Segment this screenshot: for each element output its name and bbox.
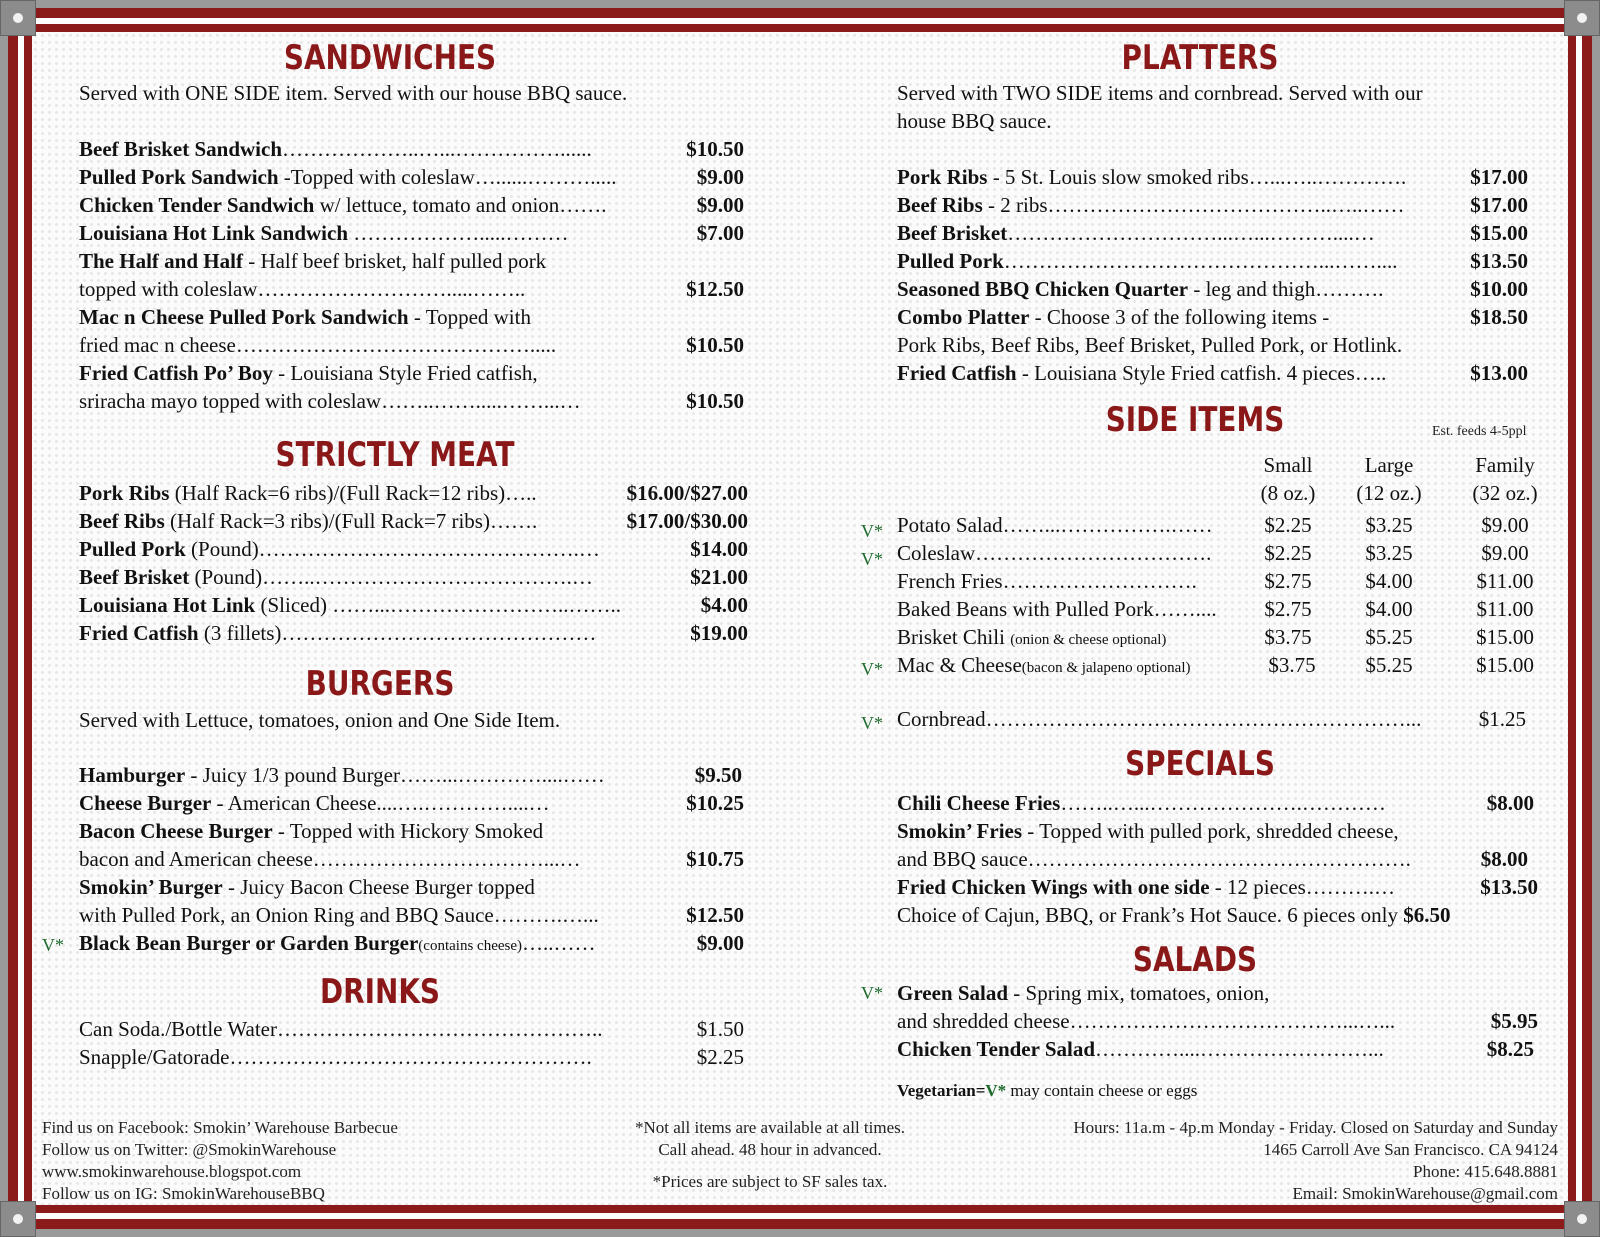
item-name: Beef Ribs — [897, 193, 983, 217]
item-name: Fried Catfish Po’ Boy — [79, 361, 273, 385]
corner-bolt-icon — [1564, 0, 1600, 36]
item-price: $9.00 — [696, 931, 744, 955]
email-address: Email: SmokinWarehouse@gmail.com — [1292, 1184, 1558, 1203]
item-name: Seasoned BBQ Chicken Quarter — [897, 277, 1189, 301]
item-description: - Juicy 1/3 pound Burger……...…………....…… — [185, 763, 605, 787]
item-price: $13.00 — [1470, 361, 1528, 385]
side-price-family: $15.00 — [1476, 653, 1534, 677]
side-price-family: $11.00 — [1476, 569, 1534, 593]
side-price-small: $2.75 — [1264, 569, 1312, 593]
item-name: Chili Cheese Fries — [897, 791, 1061, 815]
side-price-small: $2.25 — [1264, 541, 1312, 565]
burgers-intro: Served with Lettuce, tomatoes, onion and One Side Item. — [79, 708, 561, 732]
side-price-family: $9.00 — [1481, 541, 1529, 565]
menu-item — [79, 874, 535, 900]
vegetarian-marker: V* — [42, 935, 64, 955]
item-description: w/ lettuce, tomato and onion……. — [314, 193, 607, 217]
availability-note: *Not all items are available at all times. — [634, 1118, 906, 1137]
vegetarian-marker: V* — [861, 521, 883, 541]
item-name: Pulled Pork — [897, 249, 1004, 273]
item-name: Chicken Tender Salad — [897, 1037, 1096, 1061]
item-price: $16.00/$27.00 — [626, 481, 748, 505]
menu-item — [79, 360, 538, 386]
menu-item — [897, 164, 1406, 190]
column-header-large-size: (12 oz.) — [1356, 481, 1422, 505]
menu-item — [79, 620, 596, 646]
item-description-line: sriracha mayo topped with coleslaw……..…….....……...… — [79, 389, 581, 413]
side-price-large: $4.00 — [1365, 597, 1413, 621]
item-price: $7.00 — [696, 221, 744, 245]
item-price: $9.50 — [694, 763, 742, 787]
item-description: (3 fillets)……………………………………… — [198, 621, 597, 645]
business-hours: Hours: 11a.m - 4p.m Monday - Friday. Closed on Saturday and Sunday — [1073, 1118, 1558, 1137]
column-header-small: Small — [1263, 453, 1313, 477]
menu-item — [897, 980, 1269, 1006]
item-name: Fried Catfish — [79, 621, 199, 645]
address: 1465 Carroll Ave San Francisco. CA 94124 — [1263, 1140, 1558, 1159]
side-price-small: $2.75 — [1264, 597, 1312, 621]
item-leader: …..…… — [522, 931, 596, 955]
item-name: Pulled Pork Sandwich — [79, 165, 279, 189]
item-description-line: topped with coleslaw……………………….....…….. — [79, 277, 526, 301]
item-price: $9.00 — [696, 165, 744, 189]
item-name: The Half and Half — [79, 249, 243, 273]
menu-item — [79, 136, 592, 162]
menu-item — [79, 164, 617, 190]
item-description: - 12 pieces……….… — [1209, 875, 1395, 899]
column-header-family: Family — [1475, 453, 1535, 477]
item-name: Smokin’ Burger — [79, 875, 223, 899]
item-name: Brisket Chili — [897, 625, 1011, 649]
item-description-line: Pork Ribs, Beef Ribs, Beef Brisket, Pulled Pork, or Hotlink. — [897, 333, 1403, 357]
item-price: $2.25 — [696, 1045, 744, 1069]
twitter-link: Follow us on Twitter: @SmokinWarehouse — [42, 1140, 337, 1159]
item-price: $8.00 — [1486, 791, 1534, 815]
item-name: Combo Platter — [897, 305, 1030, 329]
item-price: $8.25 — [1486, 1037, 1534, 1061]
item-price: $1.25 — [1478, 707, 1526, 731]
facebook-link: Find us on Facebook: Smokin’ Warehouse Barbecue — [42, 1118, 398, 1137]
side-price-family: $15.00 — [1476, 625, 1534, 649]
item-name: Green Salad — [897, 981, 1009, 1005]
item-description: (Half Rack=6 ribs)/(Full Rack=12 ribs)….. — [169, 481, 537, 505]
menu-item — [897, 304, 1329, 330]
menu-item — [897, 1036, 1384, 1062]
item-description: - Choose 3 of the following items - — [1029, 305, 1330, 329]
menu-item — [897, 192, 1405, 218]
item-price: $13.50 — [1470, 249, 1528, 273]
item-description: - Topped with — [408, 305, 531, 329]
item-description: (Pound)……………………………………….… — [185, 537, 600, 561]
item-price: $13.50 — [1480, 875, 1538, 899]
item-price: $4.00 — [700, 593, 748, 617]
item-name: Pork Ribs — [79, 481, 170, 505]
menu-item — [79, 564, 593, 590]
menu-item — [897, 276, 1384, 302]
menu-item — [79, 220, 569, 246]
menu-item — [897, 360, 1386, 386]
specials-heading: SPECIALS — [1125, 744, 1275, 784]
column-header-family-size: (32 oz.) — [1472, 481, 1538, 505]
item-description: ……………….....……… — [348, 221, 569, 245]
item-price: $10.75 — [686, 847, 744, 871]
menu-item — [79, 248, 546, 274]
item-price: $5.95 — [1490, 1009, 1538, 1033]
item-price: $21.00 — [690, 565, 748, 589]
menu-item — [79, 480, 537, 506]
side-price-large: $3.25 — [1365, 541, 1413, 565]
corner-bolt-icon — [0, 0, 36, 36]
item-note: (bacon & jalapeno optional) — [1021, 660, 1191, 676]
item-description: - Spring mix, tomatoes, onion, — [1008, 981, 1270, 1005]
serving-note: Est. feeds 4-5ppl — [1432, 424, 1527, 439]
website-link: www.smokinwarehouse.blogspot.com — [42, 1162, 302, 1181]
item-description-line: with Pulled Pork, an Onion Ring and BBQ Sauce……….…... — [79, 903, 599, 927]
menu-item — [897, 220, 1375, 246]
item-price: $12.50 — [686, 277, 744, 301]
item-description-line: bacon and American cheese……………………………...… — [79, 847, 581, 871]
menu-item — [897, 790, 1386, 816]
side-price-large: $3.25 — [1365, 513, 1413, 537]
item-price: $9.00 — [696, 193, 744, 217]
menu-item: Can Soda./Bottle Water……………………………………….. — [79, 1017, 603, 1041]
salads-heading: SALADS — [1132, 940, 1258, 980]
item-price: $10.50 — [686, 389, 744, 413]
item-description-line: fried mac n cheese……………………………………..... — [79, 333, 557, 357]
item-note: (contains cheese) — [418, 938, 522, 954]
item-description-line: and shredded cheese…………………………………...…... — [897, 1009, 1396, 1033]
item-name: Cheese Burger — [79, 791, 212, 815]
vegetarian-marker: V* — [861, 549, 883, 569]
side-price-large: $5.25 — [1365, 653, 1413, 677]
strictly-meat-heading: STRICTLY MEAT — [275, 435, 515, 475]
menu-item — [79, 930, 596, 959]
item-price: $17.00 — [1470, 193, 1528, 217]
item-description: (Half Rack=3 ribs)/(Full Rack=7 ribs)……. — [164, 509, 538, 533]
legend-label: Vegetarian= — [897, 1081, 986, 1100]
item-name: Bacon Cheese Burger — [79, 819, 273, 843]
item-price: $1.50 — [696, 1017, 744, 1041]
platters-intro: Served with TWO SIDE items and cornbread. Served with our — [897, 81, 1423, 105]
menu-item: Snapple/Gatorade……………………………………………. — [79, 1045, 592, 1069]
item-description: - Juicy Bacon Cheese Burger topped — [222, 875, 535, 899]
side-item-name: Cornbread……………………………………………………... — [897, 707, 1422, 731]
side-items-heading: SIDE ITEMS — [1105, 400, 1285, 440]
side-price-family: $11.00 — [1476, 597, 1534, 621]
item-price: $19.00 — [690, 621, 748, 645]
column-header-large: Large — [1364, 453, 1414, 477]
side-price-family: $9.00 — [1481, 513, 1529, 537]
column-header-small-size: (8 oz.) — [1260, 481, 1316, 505]
menu-item — [79, 508, 537, 534]
item-description: …………………………...…...………....… — [1007, 221, 1375, 245]
item-description: ……..…...………………….………… — [1060, 791, 1386, 815]
item-price: $8.00 — [1480, 847, 1528, 871]
side-item-name: Coleslaw……………………………. — [897, 541, 1212, 565]
side-item-name: Potato Salad……...…………….…… — [897, 513, 1213, 537]
item-name: Fried Chicken Wings with one side — [897, 875, 1210, 899]
item-name: Fried Catfish — [897, 361, 1017, 385]
phone-number: Phone: 415.648.8881 — [1413, 1162, 1558, 1181]
burgers-heading: BURGERS — [305, 664, 455, 704]
item-description: …………....……………………... — [1095, 1037, 1384, 1061]
item-name: Hamburger — [79, 763, 186, 787]
menu-item — [79, 536, 600, 562]
item-description-line: and BBQ sauce………………………………………………. — [897, 847, 1411, 871]
item-description: Choice of Cajun, BBQ, or Frank’s Hot Sauce. 6 pieces only — [897, 903, 1404, 927]
menu-item — [79, 304, 531, 330]
side-price-small: $3.75 — [1264, 625, 1312, 649]
menu-item — [79, 762, 605, 788]
item-name: Smokin’ Fries — [897, 819, 1023, 843]
item-price: $18.50 — [1470, 305, 1528, 329]
item-name: Chicken Tender Sandwich — [79, 193, 315, 217]
item-price: $10.50 — [686, 333, 744, 357]
vegetarian-marker: V* — [861, 983, 883, 1003]
item-price: $14.00 — [690, 537, 748, 561]
item-name: Mac & Cheese — [897, 653, 1022, 677]
item-description: - 5 St. Louis slow smoked ribs…...…..…………. — [987, 165, 1407, 189]
legend-text: may contain cheese or eggs — [1006, 1081, 1198, 1100]
item-note: (onion & cheese optional) — [1010, 632, 1167, 648]
instagram-link: Follow us on IG: SmokinWarehouseBBQ — [42, 1184, 325, 1203]
menu-item — [79, 192, 607, 218]
item-leader: ………………..…...……………...... — [282, 137, 592, 161]
menu-item — [897, 874, 1395, 900]
corner-bolt-icon — [1564, 1201, 1600, 1237]
item-description-line — [897, 902, 1451, 928]
drinks-heading: DRINKS — [319, 972, 441, 1012]
item-name: Mac n Cheese Pulled Pork Sandwich — [79, 305, 409, 329]
menu-item — [897, 248, 1398, 274]
item-description: - Topped with Hickory Smoked — [272, 819, 544, 843]
corner-bolt-icon — [0, 1201, 36, 1237]
item-name: Beef Ribs — [79, 509, 165, 533]
vegetarian-marker: V* — [861, 659, 883, 679]
item-price: $6.50 — [1403, 903, 1451, 927]
item-name: Beef Brisket — [897, 221, 1008, 245]
vegetarian-marker: V* — [861, 713, 883, 733]
item-description: - Half beef brisket, half pulled pork — [242, 249, 547, 273]
item-name: Louisiana Hot Link Sandwich — [79, 221, 349, 245]
item-name: Black Bean Burger or Garden Burger — [79, 931, 419, 955]
menu-item — [897, 818, 1399, 844]
item-price: $17.00 — [1470, 165, 1528, 189]
item-name: Beef Brisket — [79, 565, 190, 589]
item-description: - Louisiana Style Fried catfish, — [272, 361, 538, 385]
side-price-large: $5.25 — [1365, 625, 1413, 649]
item-name: Louisiana Hot Link — [79, 593, 256, 617]
side-price-large: $4.00 — [1365, 569, 1413, 593]
menu-item — [79, 790, 550, 816]
item-description: - 2 ribs…………………………………..…..…… — [982, 193, 1405, 217]
item-description: - Louisiana Style Fried catfish. 4 pieces….. — [1016, 361, 1387, 385]
tax-note: *Prices are subject to SF sales tax. — [652, 1172, 888, 1191]
item-price: $10.25 — [686, 791, 744, 815]
item-name: Pulled Pork — [79, 537, 186, 561]
item-price: $17.00/$30.00 — [626, 509, 748, 533]
vegetarian-marker: V* — [985, 1081, 1007, 1100]
sandwiches-heading: SANDWICHES — [283, 38, 497, 78]
item-price: $10.50 — [686, 137, 744, 161]
item-name: Beef Brisket Sandwich — [79, 137, 283, 161]
vegetarian-legend — [897, 1078, 1197, 1104]
side-item-name: Baked Beans with Pulled Pork…….... — [897, 597, 1217, 621]
platters-intro: house BBQ sauce. — [897, 109, 1052, 133]
item-price: $10.00 — [1470, 277, 1528, 301]
side-price-small: $2.25 — [1264, 513, 1312, 537]
menu-item — [79, 592, 621, 618]
item-description: - Topped with pulled pork, shredded cheese, — [1022, 819, 1399, 843]
side-item-name — [897, 652, 1191, 681]
call-ahead-note: Call ahead. 48 hour in advanced. — [658, 1140, 882, 1159]
menu-item — [79, 818, 543, 844]
sandwiches-intro: Served with ONE SIDE item. Served with our house BBQ sauce. — [79, 81, 628, 105]
item-description: - leg and thigh………. — [1188, 277, 1384, 301]
item-description: ………………………………………...…….... — [1003, 249, 1398, 273]
item-price: $12.50 — [686, 903, 744, 927]
item-price: $15.00 — [1470, 221, 1528, 245]
platters-heading: PLATTERS — [1121, 38, 1279, 78]
item-description: -Topped with coleslaw…......………..... — [278, 165, 617, 189]
side-price-small: $3.75 — [1268, 653, 1316, 677]
item-description: - American Cheese....….…………....… — [211, 791, 550, 815]
side-item-name — [897, 624, 1166, 653]
item-description: (Sliced) ……...……………………..…….. — [255, 593, 621, 617]
item-name: Pork Ribs — [897, 165, 988, 189]
side-item-name: French Fries………………………. — [897, 569, 1197, 593]
item-description: (Pound)……..……………………………….… — [189, 565, 593, 589]
